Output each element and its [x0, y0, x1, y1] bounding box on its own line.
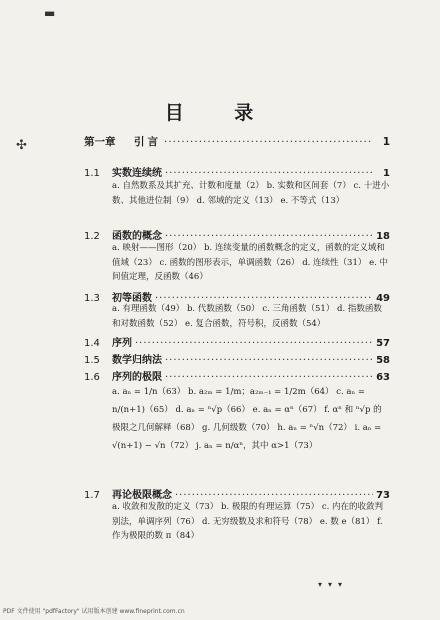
section-detail: a. 映射——图形（20） b. 连续变量的函数概念的定义，函数的定义域和值域（23） c. 函数的图形表示，单调函数（26） d. 连续性（31） e. 中间值定理，反函数（46）	[112, 243, 388, 282]
dot-leader	[165, 372, 373, 383]
page-title: 目 录	[164, 102, 276, 124]
page-number: 49	[376, 293, 390, 304]
section-title: 再论极限概念	[112, 490, 172, 501]
section-entry[interactable]	[84, 351, 390, 366]
section-number: 1.2	[84, 231, 100, 242]
section-detail: a. 有理函数（49） b. 代数函数（50） c. 三角函数（51） d. 指数函数和对数函数（52） e. 复合函数，符号积，反函数（54）	[112, 304, 382, 329]
dot-leader	[135, 338, 373, 349]
dot-leader	[164, 136, 373, 148]
section-title: 序列	[112, 338, 132, 349]
section-number: 1.3	[84, 293, 100, 304]
pdf-footer: PDF 文件使用 "pdfFactory" 试用版本创建 www.fineprint.com.cn	[3, 608, 185, 615]
section-number: 1.1	[84, 168, 100, 179]
section-title: 初等函数	[112, 293, 152, 304]
page-number: 57	[376, 338, 390, 349]
page-number: 73	[376, 490, 390, 501]
chapter-entry[interactable]	[84, 134, 390, 149]
section-number: 1.5	[84, 355, 100, 366]
section-number: 1.7	[84, 490, 100, 501]
section-detail: a. 收敛和发散的定义（73） b. 极限的有理运算（75） c. 内在的收敛判别法，单调序列（76） d. 无穷级数及求和符号（78） e. 数 e（81） f. 作为极限的数 π（84）	[112, 502, 384, 541]
section-number: 1.4	[84, 338, 100, 349]
section-detail: a. 自然数系及其扩充、计数和度量（2） b. 实数和区间套（7） c. 十进小数、其他进位制（9） d. 邻域的定义（13） e. 不等式（13）	[112, 181, 390, 206]
page-number: 1	[383, 168, 390, 179]
page-number: 63	[376, 372, 390, 383]
page-number: 58	[376, 355, 390, 366]
page-number: 1	[382, 136, 390, 148]
dot-leader	[165, 355, 373, 366]
section-title: 函数的概念	[112, 231, 162, 242]
section-entry[interactable]	[84, 334, 390, 349]
scan-mark: ▬	[44, 6, 56, 20]
section-entry[interactable]	[84, 164, 390, 179]
section-title: 序列的极限	[112, 372, 162, 383]
section-entry[interactable]	[84, 227, 390, 242]
scan-mark: ✣	[16, 138, 27, 153]
section-detail: a. aₙ = 1/n（63） b. a₂ₘ = 1/m；a₂ₘ₋₁ = 1/2m（64） c. aₙ = n/(n+1)（65） d. aₙ = ⁿ√p（66） e. aₙ = αⁿ（67） f. αⁿ 和 ⁿ√p 的极限之几何解释（68） g. 几何级数（70） h. aₙ = ⁿ√n（72） i. aₙ = √(n+1) − √n（72） j. aₙ = n/αⁿ，其中 α>1（73）	[112, 387, 382, 451]
chapter-title: 引言	[134, 136, 161, 148]
page-number: 18	[376, 231, 390, 242]
section-entry[interactable]	[84, 486, 390, 501]
section-entry[interactable]	[84, 368, 390, 383]
section-number: 1.6	[84, 372, 100, 383]
section-title: 实数连续统	[112, 168, 162, 179]
dot-leader	[165, 168, 373, 179]
chapter-number: 第一章	[84, 136, 116, 148]
bottom-dots: ▾▾▾	[318, 580, 349, 589]
section-title: 数学归纳法	[112, 355, 162, 366]
